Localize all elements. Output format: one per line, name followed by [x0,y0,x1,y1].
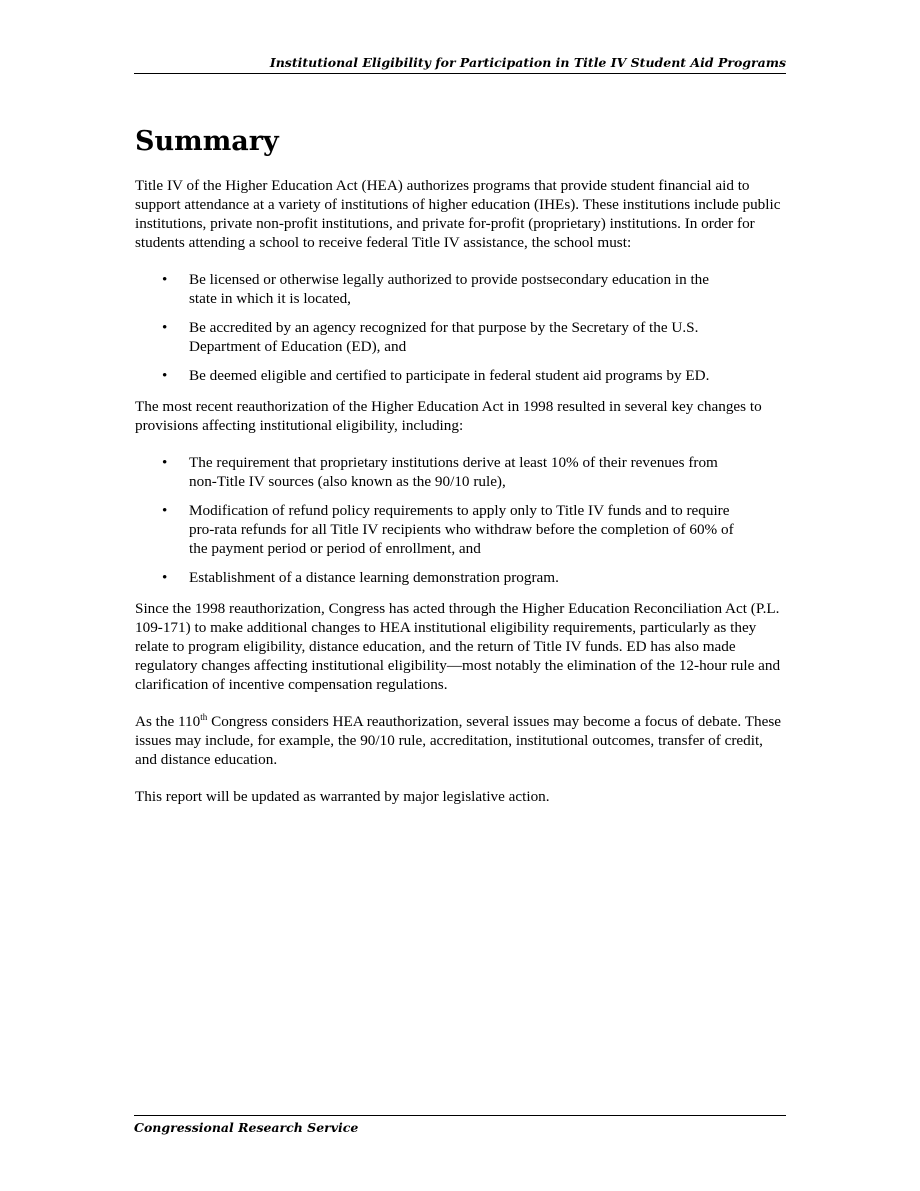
list-item-text: Be licensed or otherwise legally authorized to provide postsecondary education in the state in which it is located, [189,271,710,307]
bullet-icon: • [162,502,168,519]
intro-paragraph: Title IV of the Higher Education Act (HEA) authorizes programs that provide student financial aid to support attendance at a variety of institutions of higher education (IHEs). These institutions include public institutions, private non-profit institutions, and private for-profit (proprietary) institutions. In order for students attending a school to receive federal Title IV assistance, the school must: [135,177,781,251]
requirements-list [135,270,785,385]
bullet-icon: • [162,454,168,471]
congress-text-start: As the 110 [135,713,201,730]
list-item [135,568,739,587]
page-content [135,122,785,824]
bullet-icon: • [162,569,168,586]
list-item [135,270,739,308]
congress-paragraph [135,712,785,769]
list-item [135,453,739,491]
running-header [134,55,786,74]
bullet-icon: • [162,367,168,384]
bullet-icon: • [162,319,168,336]
list-item [135,318,739,356]
list-item-text: Establishment of a distance learning demonstration program. [189,569,559,586]
list-item-text: Be accredited by an agency recognized for that purpose by the Secretary of the U.S. Department of Education (ED), and [189,319,699,355]
list-item [135,501,739,558]
list-item-text: The requirement that proprietary institutions derive at least 10% of their revenues from non-Title IV sources (also known as the 90/10 rule), [189,454,718,490]
changes-list [135,453,785,587]
since-reauthorization-paragraph: Since the 1998 reauthorization, Congress has acted through the Higher Education Reconciliation Act (P.L. 109-171) to make additional changes to HEA institutional eligibility requirements, particularly as they relate to program eligibility, distance education, and the return of Title IV funds. ED has also made regulatory changes affecting institutional eligibility—most notably the elimination of the 12-hour rule and clarification of incentive compensation regulations. [135,600,781,693]
page-footer [134,1115,786,1136]
list-item [135,366,739,385]
list-item-text: Modification of refund policy requirements to apply only to Title IV funds and to require pro-rata refunds for all Title IV recipients who withdraw before the completion of 60% of the payment period or period of enrollment, and [189,502,734,557]
ordinal-suffix: th [200,711,208,722]
running-title: Institutional Eligibility for Participation in Title IV Student Aid Programs [269,55,786,70]
congress-text-end: Congress considers HEA reauthorization, several issues may become a focus of debate. These issues may include, for example, the 90/10 rule, accreditation, institutional outcomes, transfer of credit, and distance education. [135,713,781,768]
publisher-name: Congressional Research Service [134,1120,359,1135]
reauthorization-paragraph: The most recent reauthorization of the Higher Education Act in 1998 resulted in several key changes to provisions affecting institutional eligibility, including: [135,398,762,434]
page-title: Summary [135,126,279,157]
list-item-text: Be deemed eligible and certified to participate in federal student aid programs by ED. [189,367,710,384]
update-note: This report will be updated as warranted by major legislative action. [135,788,550,805]
bullet-icon: • [162,271,168,288]
